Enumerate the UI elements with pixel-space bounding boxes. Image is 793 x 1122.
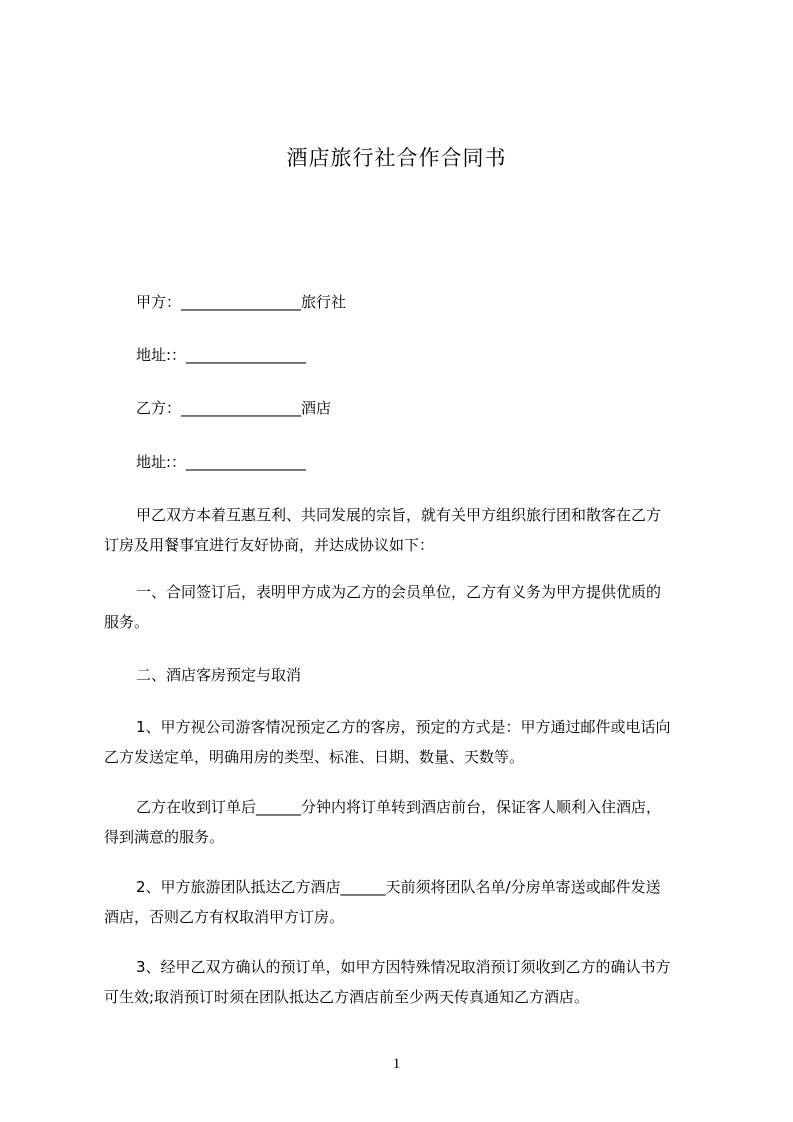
document-title: 酒店旅行社合作合同书	[286, 146, 507, 170]
intro-line-2: 订房及用餐事宜进行友好协商，并达成协议如下：	[104, 536, 435, 554]
item-2-paragraph	[104, 872, 704, 932]
party-a-line: 甲方：________________旅行社	[136, 293, 347, 311]
clause-1-line-2: 服务。	[104, 613, 150, 631]
item-1b-paragraph	[104, 792, 704, 852]
address-b-line: 地址:：________________	[136, 453, 307, 471]
page-number: 1	[392, 1056, 401, 1072]
clause-1-line-1: 一、合同签订后，表明甲方成为乙方的会员单位，乙方有义务为甲方提供优质的	[136, 583, 662, 601]
item-2-line-2: 酒店，否则乙方有权取消甲方订房。	[104, 908, 345, 926]
item-3-paragraph	[104, 952, 704, 1012]
item-3-line-1: 3、经甲乙双方确认的预订单，如甲方因特殊情况取消预订须收到乙方的确认书方	[136, 958, 671, 976]
intro-line-1: 甲乙双方本着互惠互利、共同发展的宗旨，就有关甲方组织旅行团和散客在乙方	[136, 506, 662, 524]
party-b-line: 乙方：________________酒店	[136, 399, 332, 417]
clause-1-paragraph	[104, 577, 704, 637]
item-1-line-2: 乙方发送定单，明确用房的类型、标准、日期、数量、天数等。	[104, 748, 525, 766]
item-1b-line-2: 得到满意的服务。	[104, 828, 225, 846]
item-1b-line-1: 乙方在收到订单后______分钟内将订单转到酒店前台，保证客人顺利入住酒店，	[136, 798, 662, 816]
item-1-line-1: 1、甲方视公司游客情况预定乙方的客房，预定的方式是：甲方通过邮件或电话向	[136, 718, 671, 736]
clause-2-heading: 二、酒店客房预定与取消	[136, 666, 302, 684]
item-3-line-2: 可生效;取消预订时须在团队抵达乙方酒店前至少两天传真通知乙方酒店。	[104, 988, 590, 1006]
item-1-paragraph	[104, 712, 704, 772]
intro-paragraph	[104, 500, 704, 560]
item-2-line-1: 2、甲方旅游团队抵达乙方酒店______天前须将团队名单/分房单寄送或邮件发送	[136, 878, 661, 896]
address-a-line: 地址:：________________	[136, 346, 307, 364]
